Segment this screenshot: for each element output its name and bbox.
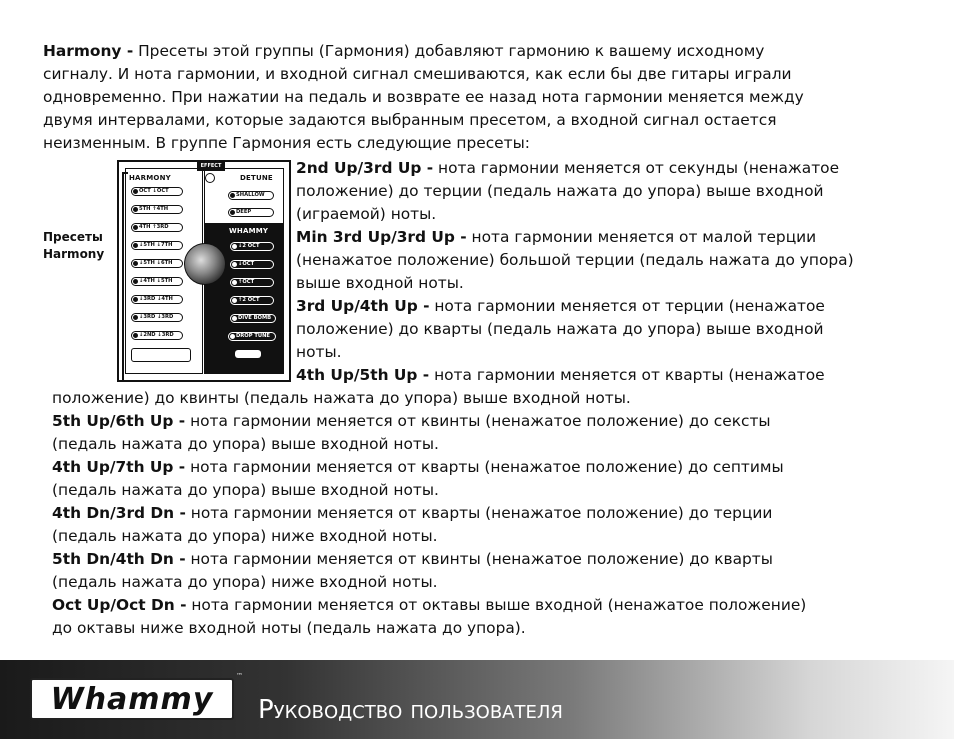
whammy-footswitch-icon — [235, 350, 261, 358]
intro-text: Пресеты этой группы (Гармония) добавляют гармонию к вашему исходному — [133, 42, 765, 60]
harmony-preset-slot: 5TH ↑4TH — [131, 205, 183, 214]
detune-heading: DETUNE — [240, 174, 273, 182]
whammy-preset-slot: ↓2 OCT — [230, 242, 274, 251]
preset-6-line-1 — [52, 456, 784, 479]
preset-term: Oct Up/Oct Dn - — [52, 596, 187, 614]
preset-term: 2nd Up/3rd Up - — [296, 159, 434, 177]
preset-text: нота гармонии меняется от секунды (ненажатое — [433, 159, 840, 177]
preset-4-line-2: положение) до квинты (педаль нажата до упора) выше входной ноты. — [52, 389, 631, 407]
intro-line-1 — [43, 40, 764, 63]
page-footer — [0, 660, 954, 739]
effect-led-icon — [205, 173, 215, 183]
whammy-preset-slot: ↑2 OCT — [230, 296, 274, 305]
preset-term: 5th Dn/4th Dn - — [52, 550, 186, 568]
preset-1-line-2: положение) до терции (педаль нажата до упора) выше входной — [296, 182, 824, 200]
whammy-preset-slot: ↑OCT — [230, 278, 274, 287]
preset-4-line-1 — [296, 364, 825, 387]
intro-line-4: двумя интервалами, которые задаются выбранным пресетом, а входной сигнал остается — [43, 111, 777, 129]
preset-8-line-1 — [52, 548, 773, 571]
preset-text: нота гармонии меняется от малой терции — [466, 228, 817, 246]
harmony-preset-slot: ↓3RD ↓4TH — [131, 295, 183, 304]
whammy-preset-slot: DROP TUNE — [228, 332, 276, 341]
preset-9-line-2: до октавы ниже входной ноты (педаль нажата до упора). — [52, 619, 526, 637]
preset-term: Min 3rd Up/3rd Up - — [296, 228, 467, 246]
preset-8-line-2: (педаль нажата до упора) ниже входной ноты. — [52, 573, 438, 591]
preset-9-line-1 — [52, 594, 806, 617]
intro-line-3: одновременно. При нажатии на педаль и возврате ее назад нота гармонии меняется между — [43, 88, 804, 106]
preset-7-line-2: (педаль нажата до упора) ниже входной ноты. — [52, 527, 438, 545]
preset-2-line-1 — [296, 226, 816, 249]
preset-text: нота гармонии меняется от квинты (ненажатое положение) до сексты — [185, 412, 771, 430]
preset-1-line-1 — [296, 157, 839, 180]
preset-text: нота гармонии меняется от октавы выше входной (ненажатое положение) — [186, 596, 807, 614]
harmony-preset-slot: ↓5TH ↓7TH — [131, 241, 183, 250]
whammy-heading: WHAMMY — [229, 227, 269, 235]
harmony-preset-slot: ↓5TH ↓6TH — [131, 259, 183, 268]
pedal-panel-illustration — [117, 160, 291, 382]
preset-term: 5th Up/6th Up - — [52, 412, 186, 430]
preset-text: нота гармонии меняется от квинты (ненажатое положение) до кварты — [185, 550, 773, 568]
intro-line-2: сигналу. И нота гармонии, и входной сигнал смешиваются, как если бы две гитары играли — [43, 65, 792, 83]
harmony-heading: HARMONY — [129, 174, 171, 182]
preset-term: 3rd Up/4th Up - — [296, 297, 430, 315]
footer-title: Руководство пользователя — [258, 695, 563, 725]
preset-7-line-1 — [52, 502, 772, 525]
harmony-preset-slot: ↓4TH ↓5TH — [131, 277, 183, 286]
preset-2-line-3: выше входной ноты. — [296, 274, 464, 292]
harmony-preset-slot: ↓2ND ↓3RD — [131, 331, 183, 340]
panel-bracket — [122, 172, 128, 382]
preset-3-line-1 — [296, 295, 825, 318]
preset-knob-icon — [184, 243, 226, 285]
whammy-preset-slot: ↓OCT — [230, 260, 274, 269]
trademark-mark: ™ — [236, 672, 243, 680]
effect-label: EFFECT — [197, 162, 225, 171]
whammy-preset-slot: DIVE BOMB — [230, 314, 276, 323]
intro-term: Harmony - — [43, 42, 134, 60]
preset-3-line-3: ноты. — [296, 343, 342, 361]
logo-text: Whammy — [50, 681, 214, 717]
preset-text: нота гармонии меняется от кварты (ненажатое положение) до септимы — [185, 458, 784, 476]
preset-3-line-2: положение) до кварты (педаль нажата до упора) выше входной — [296, 320, 824, 338]
preset-5-line-1 — [52, 410, 771, 433]
preset-6-line-2: (педаль нажата до упора) выше входной ноты. — [52, 481, 439, 499]
preset-term: 4th Dn/3rd Dn - — [52, 504, 186, 522]
harmony-preset-slot: ↓3RD ↓3RD — [131, 313, 183, 322]
harmony-footswitch-icon — [131, 348, 191, 362]
side-label-1: Пресеты — [43, 230, 103, 244]
harmony-preset-slot: OCT ↓OCT — [131, 187, 183, 196]
preset-term: 4th Up/5th Up - — [296, 366, 430, 384]
harmony-preset-slot: 4TH ↑3RD — [131, 223, 183, 232]
side-label-2: Harmony — [43, 247, 105, 261]
preset-text: нота гармонии меняется от терции (ненажатое — [429, 297, 825, 315]
whammy-logo — [30, 678, 234, 720]
preset-term: 4th Up/7th Up - — [52, 458, 186, 476]
preset-5-line-2: (педаль нажата до упора) выше входной ноты. — [52, 435, 439, 453]
detune-preset-slot: DEEP — [228, 208, 274, 217]
intro-line-5: неизменным. В группе Гармония есть следующие пресеты: — [43, 134, 530, 152]
detune-preset-slot: SHALLOW — [228, 191, 274, 200]
preset-1-line-3: (играемой) ноты. — [296, 205, 437, 223]
preset-2-line-2: (ненажатое положение) большой терции (педаль нажата до упора) — [296, 251, 854, 269]
preset-text: нота гармонии меняется от кварты (ненажатое положение) до терции — [185, 504, 773, 522]
preset-text: нота гармонии меняется от кварты (ненажатое — [429, 366, 825, 384]
